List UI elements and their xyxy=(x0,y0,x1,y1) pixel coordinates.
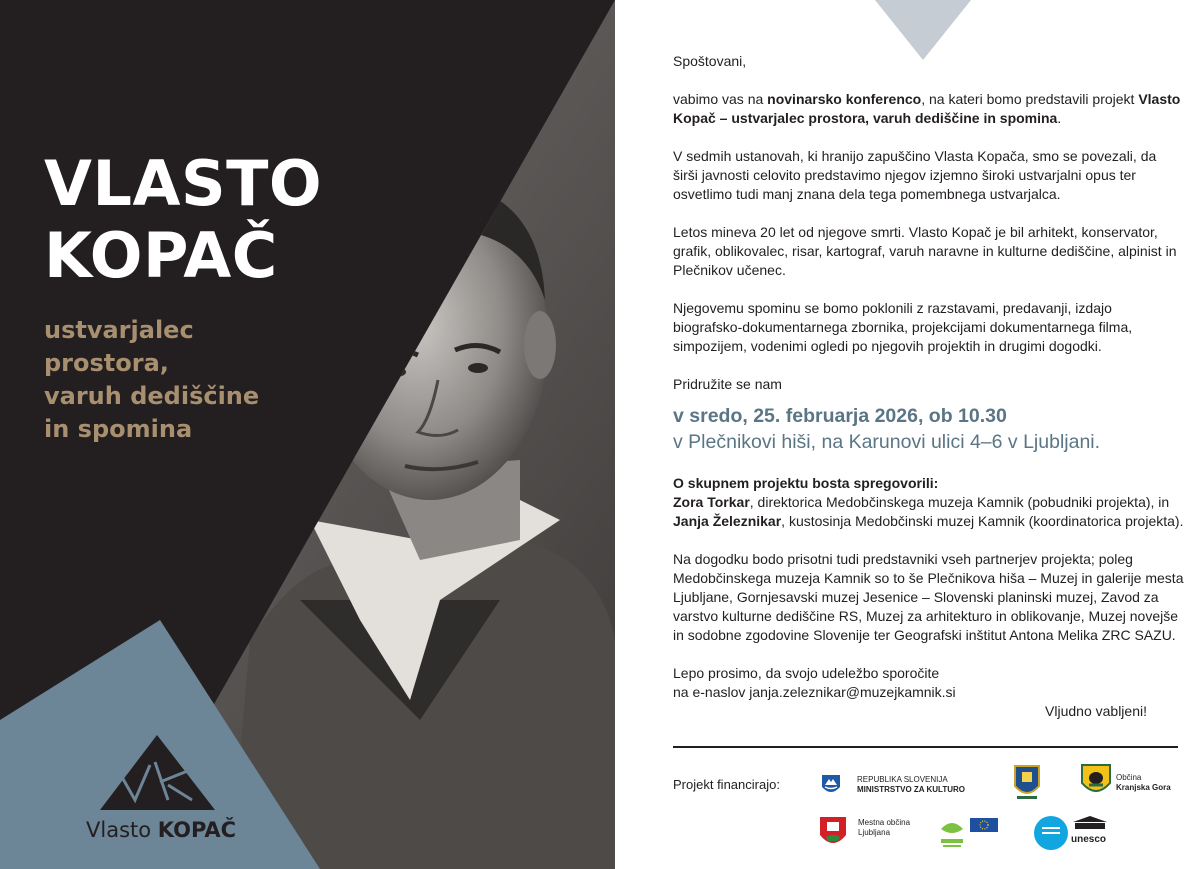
speaker-2-name: Janja Železnikar xyxy=(673,513,782,529)
logo-name-light: Vlasto xyxy=(86,818,158,842)
speaker-1-name: Zora Torkar xyxy=(673,494,750,510)
speaker-2-role: , kustosinja Medobčinski muzej Kamnik (koordinatorica projekta). xyxy=(781,513,1184,529)
financed-label: Projekt financirajo: xyxy=(673,777,780,792)
sign-off: Vljudno vabljeni! xyxy=(1045,703,1147,719)
eu-flag-icon xyxy=(970,818,998,832)
paragraph-biography: Letos mineva 20 let od njegove smrti. Vlasto Kopač je bil arhitekt, konservator, grafik, oblikovalec, risar, kartograf, varuh naravne in kulturne dediščine, alpinist in Plečnikov učenec. xyxy=(673,224,1177,278)
kranjska-line-1: Občina xyxy=(1116,773,1142,782)
speakers-heading xyxy=(673,474,1185,493)
kranjska-gora-crest-icon xyxy=(1080,763,1112,799)
decorative-triangle xyxy=(875,0,971,60)
kamnik-crest-icon xyxy=(1012,762,1042,802)
slovenia-coat-of-arms-icon xyxy=(820,773,842,797)
speaker-1-role: , direktorica Medobčinskega muzeja Kamnik (pobudniki projekta), in xyxy=(749,494,1170,510)
paragraph-partners: Na dogodku bodo prisotni tudi predstavniki vseh partnerjev projekta; poleg Medobčinskega muzeja Kamnik so to še Plečnikova hiša – Muzej in galerije mesta Ljubljane, Gornjesavski muzej Jesenice – Slovenski planinski muzej, Zavod za varstvo kulturne dediščine RS, Muzej za arhitekturo in oblikovanje, Muzej novejše in sodobne zgodovine Slovenije ter Geografski inštitut Antona Melika ZRC SAZU. xyxy=(673,551,1184,643)
intro-text: , na kateri bomo predstavili projekt xyxy=(921,91,1139,107)
subtitle-line: ustvarjalec xyxy=(44,316,194,344)
logo-name-bold: KOPAČ xyxy=(157,818,237,842)
intro-text: . xyxy=(1057,110,1062,126)
blue-circle-logo-icon xyxy=(1033,815,1069,851)
footer-divider xyxy=(673,746,1178,748)
intro-bold-conference: novinarsko konferenco xyxy=(767,91,922,107)
rsvp-line-2[interactable]: na e-naslov janja.zeleznikar@muzejkamnik.si xyxy=(673,684,956,700)
unesco-text: unesco xyxy=(1071,834,1107,845)
speaker-1 xyxy=(673,493,1185,512)
speaker-2 xyxy=(673,512,1185,531)
kranjska-gora-text xyxy=(1116,773,1171,793)
green-capital-logo xyxy=(937,815,967,856)
subtitle-line: in spomina xyxy=(44,415,193,443)
unesco-logo xyxy=(1071,816,1109,845)
ljubljana-line-1: Mestna občina xyxy=(858,818,911,827)
paragraph-institutions: V sedmih ustanovah, ki hranijo zapuščino Vlasta Kopača, smo se povezali, da širši javnosti celovito predstavimo njegov izjemno široki ustvarjalni opus ter osvetlimo tudi manj znana dela tega pomembnega ustvarjalca. xyxy=(673,148,1157,202)
unesco-temple-icon xyxy=(1071,816,1109,830)
event-date: v sredo, 25. februarja 2026, ob 10.30 xyxy=(673,405,1007,427)
invitation-letter xyxy=(673,52,1185,721)
speakers-heading-text: O skupnem projektu bosta spregovorili: xyxy=(673,475,939,491)
ljubljana-text xyxy=(858,818,910,838)
logo-wordmark xyxy=(86,818,236,842)
subtitle-line: prostora, xyxy=(44,349,169,377)
ministry-line-2: MINISTRSTVO ZA KULTURO xyxy=(857,785,965,794)
ministry-line-1: REPUBLIKA SLOVENIJA xyxy=(857,775,948,784)
obcina-kamnik-logo xyxy=(1012,762,1042,807)
event-place: v Plečnikovi hiši, na Karunovi ulici 4–6 v Ljubljani. xyxy=(673,431,1101,453)
eu-logo xyxy=(970,818,998,837)
kranjska-line-2: Kranjska Gora xyxy=(1116,783,1171,792)
cover-subtitle xyxy=(44,314,259,446)
intro-paragraph xyxy=(673,90,1185,128)
ministry-logo xyxy=(820,773,842,802)
paragraph-events: Njegovemu spominu se bomo poklonili z razstavami, predavanji, izdajo biografsko-dokumentarnega zbornika, projekcijami dokumentarnega filma, simpozijem, vodenimi ogledi po njegovih projektih in drugimi dogodki. xyxy=(673,300,1133,354)
paragraph-join: Pridružite se nam xyxy=(673,376,782,392)
cover-title xyxy=(44,148,322,292)
kranjska-gora-logo xyxy=(1080,763,1112,804)
intro-bold-project: Vlasto Kopač – ustvarjalec prostora, varuh dediščine in spomina xyxy=(673,91,1181,126)
greeting: Spoštovani, xyxy=(673,53,747,69)
rsvp-line-1: Lepo prosimo, da svojo udeležbo sporočite xyxy=(673,665,940,681)
title-line-2: KOPAČ xyxy=(44,219,278,292)
ministry-text xyxy=(857,775,965,795)
ljubljana-logo xyxy=(818,815,848,856)
subtitle-line: varuh dediščine xyxy=(44,382,260,410)
ljubljana-line-2: Ljubljana xyxy=(858,828,891,837)
partner-circle-logo xyxy=(1033,815,1069,856)
green-leaf-icon xyxy=(937,815,967,851)
ljubljana-crest-icon xyxy=(818,815,848,851)
title-line-1: VLASTO xyxy=(44,147,323,220)
intro-text: vabimo vas na xyxy=(673,91,768,107)
